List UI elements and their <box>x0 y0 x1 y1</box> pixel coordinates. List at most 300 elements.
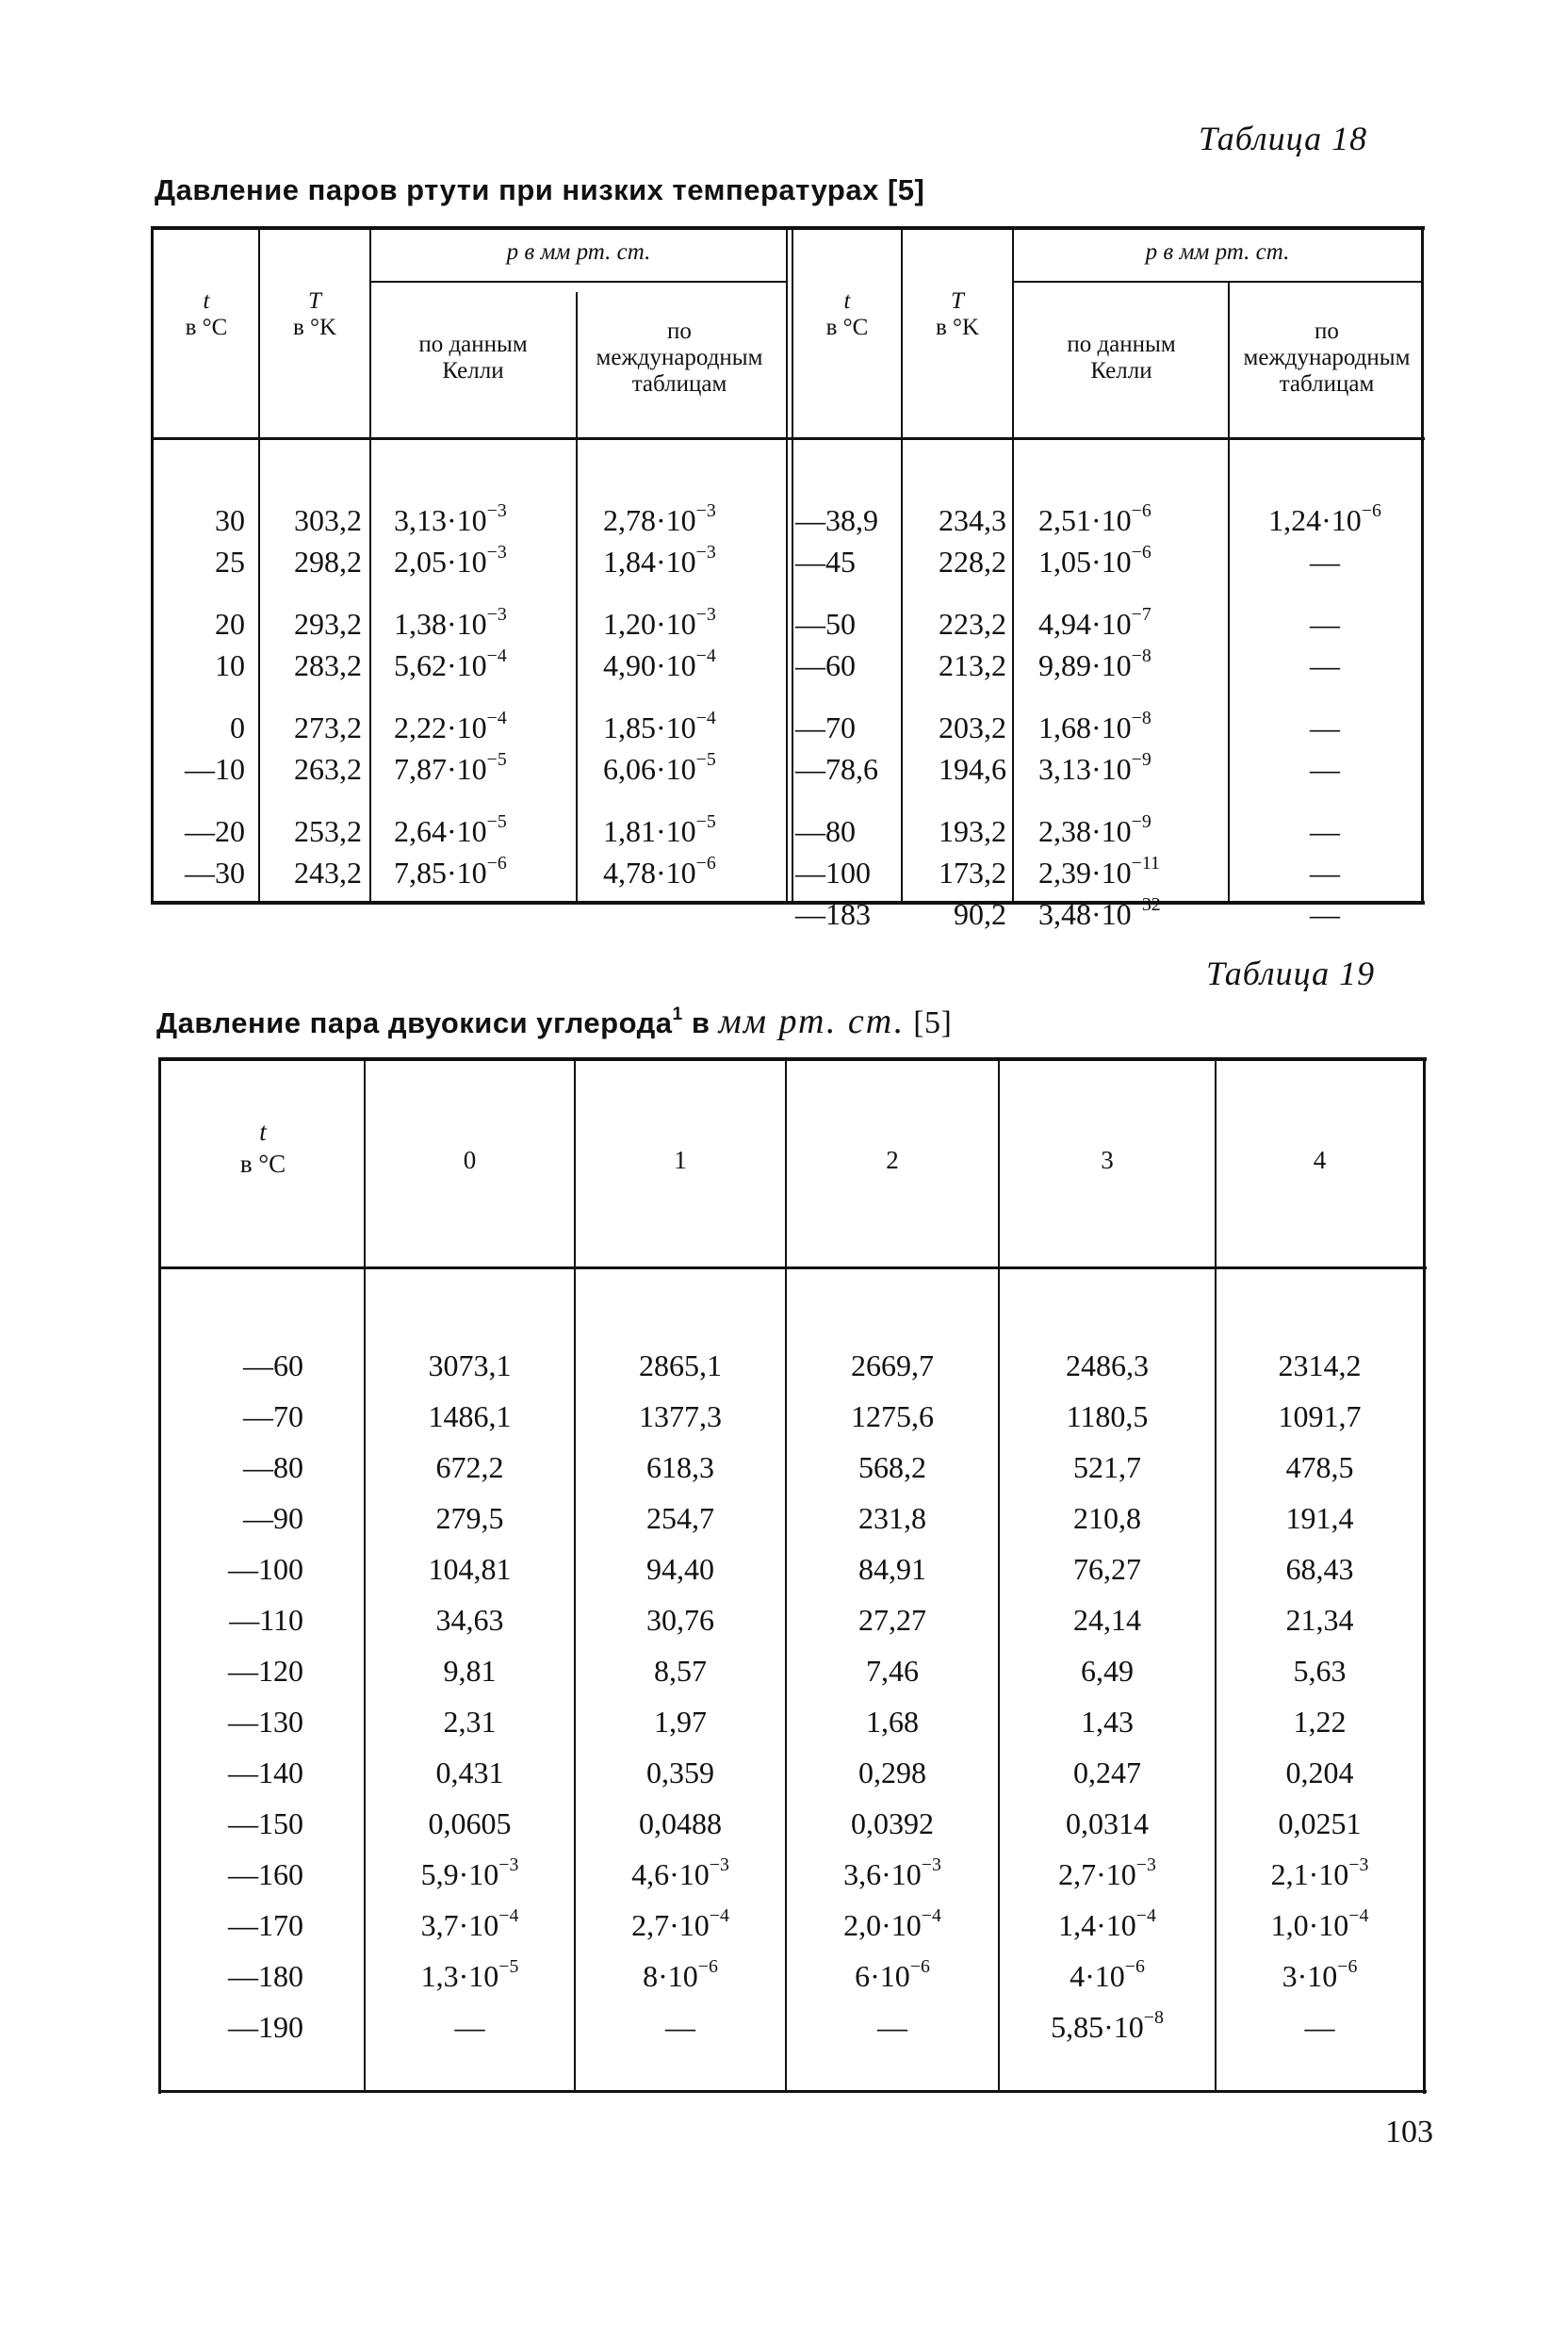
t-cell-mantissa: —110 <box>229 1603 303 1637</box>
t-cell-mantissa: —60 <box>243 1348 303 1382</box>
group-rule-left <box>369 281 786 283</box>
right-kelly-cell <box>1038 603 1227 645</box>
value-cell-mantissa: 1275,6 <box>851 1399 934 1433</box>
value-cell-mantissa: 5,9·10 <box>420 1857 499 1891</box>
right-kelly-cell-exponent: −11 <box>1131 853 1160 874</box>
left-t-cell-mantissa: —10 <box>185 752 245 786</box>
right-intl-cell <box>1231 810 1419 852</box>
right-border <box>1423 1057 1426 2094</box>
value-cell <box>1217 1544 1423 1594</box>
right-T-cell <box>905 893 1006 935</box>
title-in: в <box>682 1006 719 1039</box>
value-cell-mantissa: 191,4 <box>1285 1501 1354 1535</box>
value-cell-mantissa: 7,46 <box>866 1654 919 1688</box>
value-cell-mantissa: 478,5 <box>1285 1450 1354 1484</box>
t-cell-mantissa: —90 <box>243 1501 303 1535</box>
left-t-cell <box>155 541 245 582</box>
title-units: мм рт. ст. <box>718 1002 906 1041</box>
value-cell <box>576 1849 785 1900</box>
left-intl-cell-mantissa: 1,84·10 <box>603 545 696 579</box>
left-T-cell-mantissa: 243,2 <box>294 856 362 890</box>
right-t-cell-mantissa: —70 <box>795 710 856 744</box>
value-cell-mantissa: 2,0·10 <box>843 1908 922 1942</box>
t-cell <box>162 2001 303 2052</box>
header-col-4: 4 <box>1313 1146 1327 1174</box>
right-t-cell-mantissa: —183 <box>795 897 871 931</box>
right-T-column <box>905 499 1006 935</box>
value-cell <box>576 1696 785 1747</box>
header-col-2: 2 <box>886 1146 899 1174</box>
right-T-cell-mantissa: 173,2 <box>939 856 1006 890</box>
value-cell <box>576 1900 785 1951</box>
value-cell <box>1217 1798 1423 1849</box>
left-T-cell-mantissa: 298,2 <box>294 545 362 579</box>
left-t-cell-mantissa: 0 <box>230 710 245 744</box>
right-kelly-cell-exponent: −8 <box>1131 645 1152 667</box>
value-cell <box>576 1747 785 1798</box>
right-intl-cell-mantissa: — <box>1310 897 1340 931</box>
t-cell <box>162 1747 303 1798</box>
right-t-cell <box>795 499 901 541</box>
left-intl-cell-mantissa: 4,78·10 <box>603 856 696 890</box>
value-cell-mantissa: 6,49 <box>1081 1654 1134 1688</box>
right-kelly-column <box>1038 499 1227 935</box>
value-cell-mantissa: 5,85·10 <box>1051 2010 1144 2044</box>
value-cell-mantissa: 1180,5 <box>1066 1399 1149 1433</box>
value-cell-mantissa: 21,34 <box>1285 1603 1354 1637</box>
value-cell <box>1217 1696 1423 1747</box>
header-t-left <box>155 288 258 341</box>
row-group-gap <box>262 582 362 603</box>
right-T-cell <box>905 707 1006 748</box>
col-divider <box>1228 281 1230 901</box>
value-cell-mantissa: 568,2 <box>858 1450 926 1484</box>
value-cell <box>366 1493 574 1544</box>
left-intl-cell-exponent: −4 <box>695 645 716 667</box>
value-cell <box>1217 1442 1423 1493</box>
value-cell <box>787 1849 998 1900</box>
right-kelly-cell-exponent: −8 <box>1131 708 1152 729</box>
row-group-gap <box>262 686 362 707</box>
left-t-cell <box>155 707 245 748</box>
page-number: 103 <box>1385 2115 1433 2149</box>
value-column-0 <box>366 1340 574 2052</box>
value-cell-exponent: −6 <box>1124 1956 1145 1978</box>
value-cell-mantissa: 30,76 <box>646 1603 714 1637</box>
value-cell <box>366 1696 574 1747</box>
value-cell <box>366 1340 574 1391</box>
left-intl-cell-mantissa: 4,90·10 <box>603 648 696 682</box>
right-T-cell-mantissa: 234,3 <box>939 503 1006 537</box>
left-kelly-cell-exponent: −5 <box>486 749 507 771</box>
left-kelly-cell-mantissa: 2,05·10 <box>394 545 487 579</box>
value-cell-mantissa: 2,31 <box>443 1705 497 1739</box>
left-T-cell-mantissa: 293,2 <box>294 607 362 641</box>
value-cell-mantissa: 2669,7 <box>851 1348 934 1382</box>
value-cell-mantissa: 6·10 <box>855 1959 910 1993</box>
right-T-cell-mantissa: 213,2 <box>939 648 1006 682</box>
left-intl-cell-mantissa: 1,85·10 <box>603 710 696 744</box>
value-cell-exponent: −4 <box>1348 1905 1369 1927</box>
left-kelly-cell-exponent: −4 <box>486 645 507 667</box>
top-rule <box>158 1057 1427 1061</box>
value-cell-mantissa: 8,57 <box>654 1654 707 1688</box>
left-kelly-cell-mantissa: 2,64·10 <box>394 814 487 848</box>
value-cell-mantissa: — <box>454 2010 485 2044</box>
left-kelly-column <box>394 499 573 893</box>
value-cell-mantissa: 0,298 <box>858 1756 926 1789</box>
value-cell-mantissa: 1,4·10 <box>1058 1908 1136 1942</box>
right-intl-cell <box>1231 748 1419 790</box>
value-cell <box>576 1951 785 2001</box>
row-group-gap <box>603 686 782 707</box>
left-intl-cell <box>603 645 782 686</box>
right-t-cell-mantissa: —100 <box>795 856 871 890</box>
right-kelly-cell <box>1038 499 1227 541</box>
value-cell <box>366 1645 574 1696</box>
value-cell <box>1000 2001 1215 2052</box>
header-col-3: 3 <box>1101 1146 1114 1174</box>
t-column <box>162 1340 303 2052</box>
value-cell-mantissa: 1,68 <box>866 1705 919 1739</box>
t-cell-mantissa: —190 <box>228 2010 303 2044</box>
row-group-gap <box>155 686 245 707</box>
right-t-cell-mantissa: —80 <box>795 814 856 848</box>
value-cell-mantissa: 1,97 <box>654 1705 707 1739</box>
t-cell <box>162 1900 303 1951</box>
right-intl-cell <box>1231 707 1419 748</box>
value-cell <box>366 1798 574 1849</box>
row-group-gap <box>1038 790 1227 810</box>
left-t-cell-mantissa: —20 <box>185 814 245 848</box>
right-t-cell <box>795 748 901 790</box>
t-symbol: t <box>843 288 851 314</box>
t-cell-mantissa: —130 <box>228 1705 303 1739</box>
table-18-title: Давление паров ртути при низких температурах [5] <box>155 173 925 206</box>
value-cell <box>1217 2001 1423 2052</box>
t-cell <box>162 1493 303 1544</box>
header-t-right <box>793 288 901 341</box>
value-cell <box>576 1391 785 1442</box>
left-T-cell <box>262 810 362 852</box>
left-T-column <box>262 499 362 893</box>
left-kelly-cell <box>394 707 573 748</box>
value-cell-mantissa: 0,431 <box>435 1756 504 1789</box>
value-cell <box>787 1645 998 1696</box>
right-intl-cell-mantissa: 1,24·10 <box>1268 503 1362 537</box>
value-cell-mantissa: 24,14 <box>1073 1603 1141 1637</box>
left-t-cell-mantissa: 30 <box>215 503 245 537</box>
right-intl-cell <box>1231 852 1419 893</box>
value-cell-mantissa: 2486,3 <box>1066 1348 1149 1382</box>
right-kelly-cell-mantissa: 4,94·10 <box>1038 607 1132 641</box>
t-cell <box>162 1645 303 1696</box>
value-cell-mantissa: 210,8 <box>1073 1501 1141 1535</box>
T-unit: в °K <box>935 315 980 340</box>
table-18-label: Таблица 18 <box>1199 120 1368 157</box>
header-T-left <box>260 288 369 341</box>
value-cell-mantissa: 94,40 <box>646 1552 714 1586</box>
right-T-cell-mantissa: 228,2 <box>939 545 1006 579</box>
t-cell <box>162 1594 303 1645</box>
right-intl-cell <box>1231 541 1419 582</box>
right-kelly-cell <box>1038 893 1227 935</box>
value-cell <box>1000 1645 1215 1696</box>
bottom-rule <box>158 2090 1427 2093</box>
t-unit: в °C <box>825 315 869 340</box>
left-intl-cell <box>603 748 782 790</box>
value-cell <box>366 1442 574 1493</box>
left-intl-cell <box>603 707 782 748</box>
t-cell <box>162 1340 303 1391</box>
left-T-cell <box>262 603 362 645</box>
col-divider <box>369 230 371 901</box>
value-cell-mantissa: 3073,1 <box>428 1348 512 1382</box>
right-T-cell <box>905 810 1006 852</box>
left-t-cell <box>155 603 245 645</box>
row-group-gap <box>1231 790 1419 810</box>
left-t-cell <box>155 748 245 790</box>
right-intl-cell <box>1231 645 1419 686</box>
t-cell-mantissa: —70 <box>243 1399 303 1433</box>
right-T-cell-mantissa: 203,2 <box>939 710 1006 744</box>
left-kelly-cell-exponent: −3 <box>486 500 507 522</box>
value-cell <box>1217 1493 1423 1544</box>
right-T-cell <box>905 645 1006 686</box>
right-kelly-cell-exponent: −9 <box>1131 811 1152 833</box>
value-cell <box>787 2001 998 2052</box>
t-cell-mantissa: —160 <box>228 1857 303 1891</box>
right-intl-cell <box>1231 499 1419 541</box>
right-t-cell <box>795 893 901 935</box>
value-cell-mantissa: 0,204 <box>1285 1756 1354 1789</box>
value-cell <box>576 1442 785 1493</box>
header-t <box>162 1116 364 1180</box>
left-T-cell <box>262 852 362 893</box>
right-kelly-cell-exponent: −7 <box>1131 604 1152 626</box>
left-intl-cell-exponent: −5 <box>695 749 716 771</box>
top-rule <box>151 226 1425 230</box>
left-T-cell <box>262 748 362 790</box>
right-kelly-cell <box>1038 707 1227 748</box>
value-cell-exponent: −4 <box>498 1905 519 1927</box>
group-rule-right <box>1012 281 1421 283</box>
value-cell-mantissa: 68,43 <box>1285 1552 1354 1586</box>
t-symbol: t <box>259 1118 267 1146</box>
t-unit: в °C <box>239 1150 286 1178</box>
value-cell <box>576 1798 785 1849</box>
value-cell-mantissa: 1091,7 <box>1278 1399 1362 1433</box>
col-divider-double <box>786 230 788 901</box>
right-T-cell <box>905 748 1006 790</box>
value-cell <box>787 1696 998 1747</box>
value-cell-exponent: −6 <box>697 1956 718 1978</box>
left-intl-cell-mantissa: 2,78·10 <box>603 503 696 537</box>
row-group-gap <box>603 582 782 603</box>
left-kelly-cell-exponent: −3 <box>486 604 507 626</box>
value-cell-exponent: −8 <box>1143 2007 1164 2029</box>
table-19-label: Таблица 19 <box>1206 955 1376 992</box>
row-group-gap <box>394 790 573 810</box>
left-kelly-cell-mantissa: 7,87·10 <box>394 752 487 786</box>
value-cell-mantissa: 3,7·10 <box>420 1908 499 1942</box>
value-cell-exponent: −3 <box>498 1854 519 1876</box>
right-t-cell <box>795 852 901 893</box>
row-group-gap <box>905 686 1006 707</box>
title-footnote-mark: 1 <box>672 1004 683 1024</box>
t-cell <box>162 1798 303 1849</box>
left-t-cell <box>155 810 245 852</box>
left-kelly-cell <box>394 541 573 582</box>
row-group-gap <box>394 582 573 603</box>
value-cell <box>576 2001 785 2052</box>
value-cell <box>366 1544 574 1594</box>
value-cell-mantissa: 254,7 <box>646 1501 714 1535</box>
left-intl-cell-exponent: −3 <box>695 604 716 626</box>
left-kelly-cell-exponent: −3 <box>486 542 507 564</box>
left-t-cell <box>155 499 245 541</box>
value-column-2 <box>787 1340 998 2052</box>
row-group-gap <box>795 790 901 810</box>
left-intl-cell <box>603 499 782 541</box>
left-kelly-cell-mantissa: 3,13·10 <box>394 503 487 537</box>
row-group-gap <box>603 790 782 810</box>
left-kelly-cell <box>394 603 573 645</box>
right-T-cell-mantissa: 193,2 <box>939 814 1006 848</box>
right-kelly-cell-exponent: −6 <box>1131 542 1152 564</box>
left-kelly-cell-exponent: −4 <box>486 708 507 729</box>
value-cell-mantissa: 2865,1 <box>639 1348 722 1382</box>
value-cell-mantissa: 84,91 <box>858 1552 926 1586</box>
right-kelly-cell-mantissa: 9,89·10 <box>1038 648 1132 682</box>
right-intl-cell <box>1231 893 1419 935</box>
right-kelly-cell-mantissa: 2,39·10 <box>1038 856 1132 890</box>
right-T-cell-mantissa: 90,2 <box>954 897 1006 931</box>
left-kelly-cell <box>394 852 573 893</box>
value-cell-exponent: −4 <box>1135 1905 1156 1927</box>
left-t-cell-mantissa: 25 <box>215 545 245 579</box>
t-cell-mantissa: —180 <box>228 1959 303 1993</box>
left-intl-cell-mantissa: 6,06·10 <box>603 752 696 786</box>
header-col-0: 0 <box>463 1146 477 1174</box>
left-kelly-cell <box>394 645 573 686</box>
value-cell <box>1000 1391 1215 1442</box>
right-kelly-cell-exponent: −6 <box>1131 500 1152 522</box>
row-group-gap <box>1231 686 1419 707</box>
value-cell <box>1000 1544 1215 1594</box>
value-cell-mantissa: 3·10 <box>1282 1959 1338 1993</box>
right-intl-cell <box>1231 603 1419 645</box>
t-cell-mantissa: —140 <box>228 1756 303 1789</box>
right-intl-cell-mantissa: — <box>1310 648 1340 682</box>
row-group-gap <box>1038 686 1227 707</box>
left-T-cell <box>262 541 362 582</box>
header-rule <box>158 1266 1427 1269</box>
col-divider <box>1012 230 1014 901</box>
value-cell-mantissa: 27,27 <box>858 1603 926 1637</box>
right-kelly-cell-exponent: −9 <box>1131 749 1152 771</box>
value-cell-mantissa: 5,63 <box>1293 1654 1347 1688</box>
left-intl-cell-exponent: −3 <box>695 542 716 564</box>
value-cell-mantissa: 0,0392 <box>851 1806 934 1840</box>
left-t-cell-mantissa: 20 <box>215 607 245 641</box>
value-cell <box>366 1849 574 1900</box>
row-group-gap <box>155 790 245 810</box>
right-intl-cell-exponent: −6 <box>1361 500 1381 522</box>
value-cell-mantissa: 672,2 <box>435 1450 504 1484</box>
value-cell-mantissa: 231,8 <box>858 1501 926 1535</box>
right-kelly-cell-mantissa: 1,05·10 <box>1038 545 1132 579</box>
value-cell <box>1000 1493 1215 1544</box>
value-cell-mantissa: 1,0·10 <box>1270 1908 1349 1942</box>
left-intl-cell-exponent: −4 <box>695 708 716 729</box>
left-intl-cell <box>603 810 782 852</box>
header-intl-right: по международным таблицам <box>1243 318 1411 397</box>
right-kelly-cell-mantissa: 3,13·10 <box>1038 752 1132 786</box>
right-T-cell <box>905 603 1006 645</box>
left-intl-cell <box>603 541 782 582</box>
right-t-cell-mantissa: —60 <box>795 648 856 682</box>
left-T-cell-mantissa: 263,2 <box>294 752 362 786</box>
right-intl-cell-mantissa: — <box>1310 814 1340 848</box>
header-intl-left: по международным таблицам <box>596 318 763 397</box>
right-kelly-cell-exponent: −32 <box>1131 894 1161 916</box>
right-kelly-cell-mantissa: 2,38·10 <box>1038 814 1132 848</box>
value-cell <box>1217 1391 1423 1442</box>
t-cell <box>162 1442 303 1493</box>
value-cell <box>787 1900 998 1951</box>
t-cell <box>162 1696 303 1747</box>
row-group-gap <box>795 686 901 707</box>
left-T-cell-mantissa: 273,2 <box>294 710 362 744</box>
row-group-gap <box>394 686 573 707</box>
left-t-cell <box>155 645 245 686</box>
value-cell <box>1217 1951 1423 2001</box>
value-cell-mantissa: 279,5 <box>435 1501 504 1535</box>
t-cell-mantissa: —150 <box>228 1806 303 1840</box>
left-kelly-cell <box>394 810 573 852</box>
value-cell-mantissa: 34,63 <box>435 1603 504 1637</box>
value-cell <box>787 1493 998 1544</box>
left-intl-cell-exponent: −6 <box>695 853 716 874</box>
value-cell-mantissa: 521,7 <box>1073 1450 1141 1484</box>
right-t-cell-mantissa: —50 <box>795 607 856 641</box>
right-intl-cell-mantissa: — <box>1310 710 1340 744</box>
right-kelly-cell-mantissa: 2,51·10 <box>1038 503 1132 537</box>
value-cell-mantissa: 0,0605 <box>428 1806 512 1840</box>
t-cell-mantissa: —120 <box>228 1654 303 1688</box>
value-cell <box>1217 1594 1423 1645</box>
right-t-cell <box>795 707 901 748</box>
left-T-cell <box>262 499 362 541</box>
value-cell <box>787 1340 998 1391</box>
value-cell <box>366 1951 574 2001</box>
left-T-cell <box>262 645 362 686</box>
left-intl-cell-exponent: −5 <box>695 811 716 833</box>
value-column-4 <box>1217 1340 1423 2052</box>
value-cell <box>366 1391 574 1442</box>
T-unit: в °K <box>292 315 337 340</box>
value-cell-exponent: −3 <box>709 1854 729 1876</box>
value-cell <box>366 1900 574 1951</box>
left-border <box>158 1057 161 2094</box>
value-column-3 <box>1000 1340 1215 2052</box>
left-kelly-cell <box>394 499 573 541</box>
left-kelly-cell-exponent: −6 <box>486 853 507 874</box>
header-pressure-group-right: p в мм рт. ст. <box>1145 239 1290 265</box>
t-cell <box>162 1391 303 1442</box>
value-cell-mantissa: 2314,2 <box>1278 1348 1362 1382</box>
